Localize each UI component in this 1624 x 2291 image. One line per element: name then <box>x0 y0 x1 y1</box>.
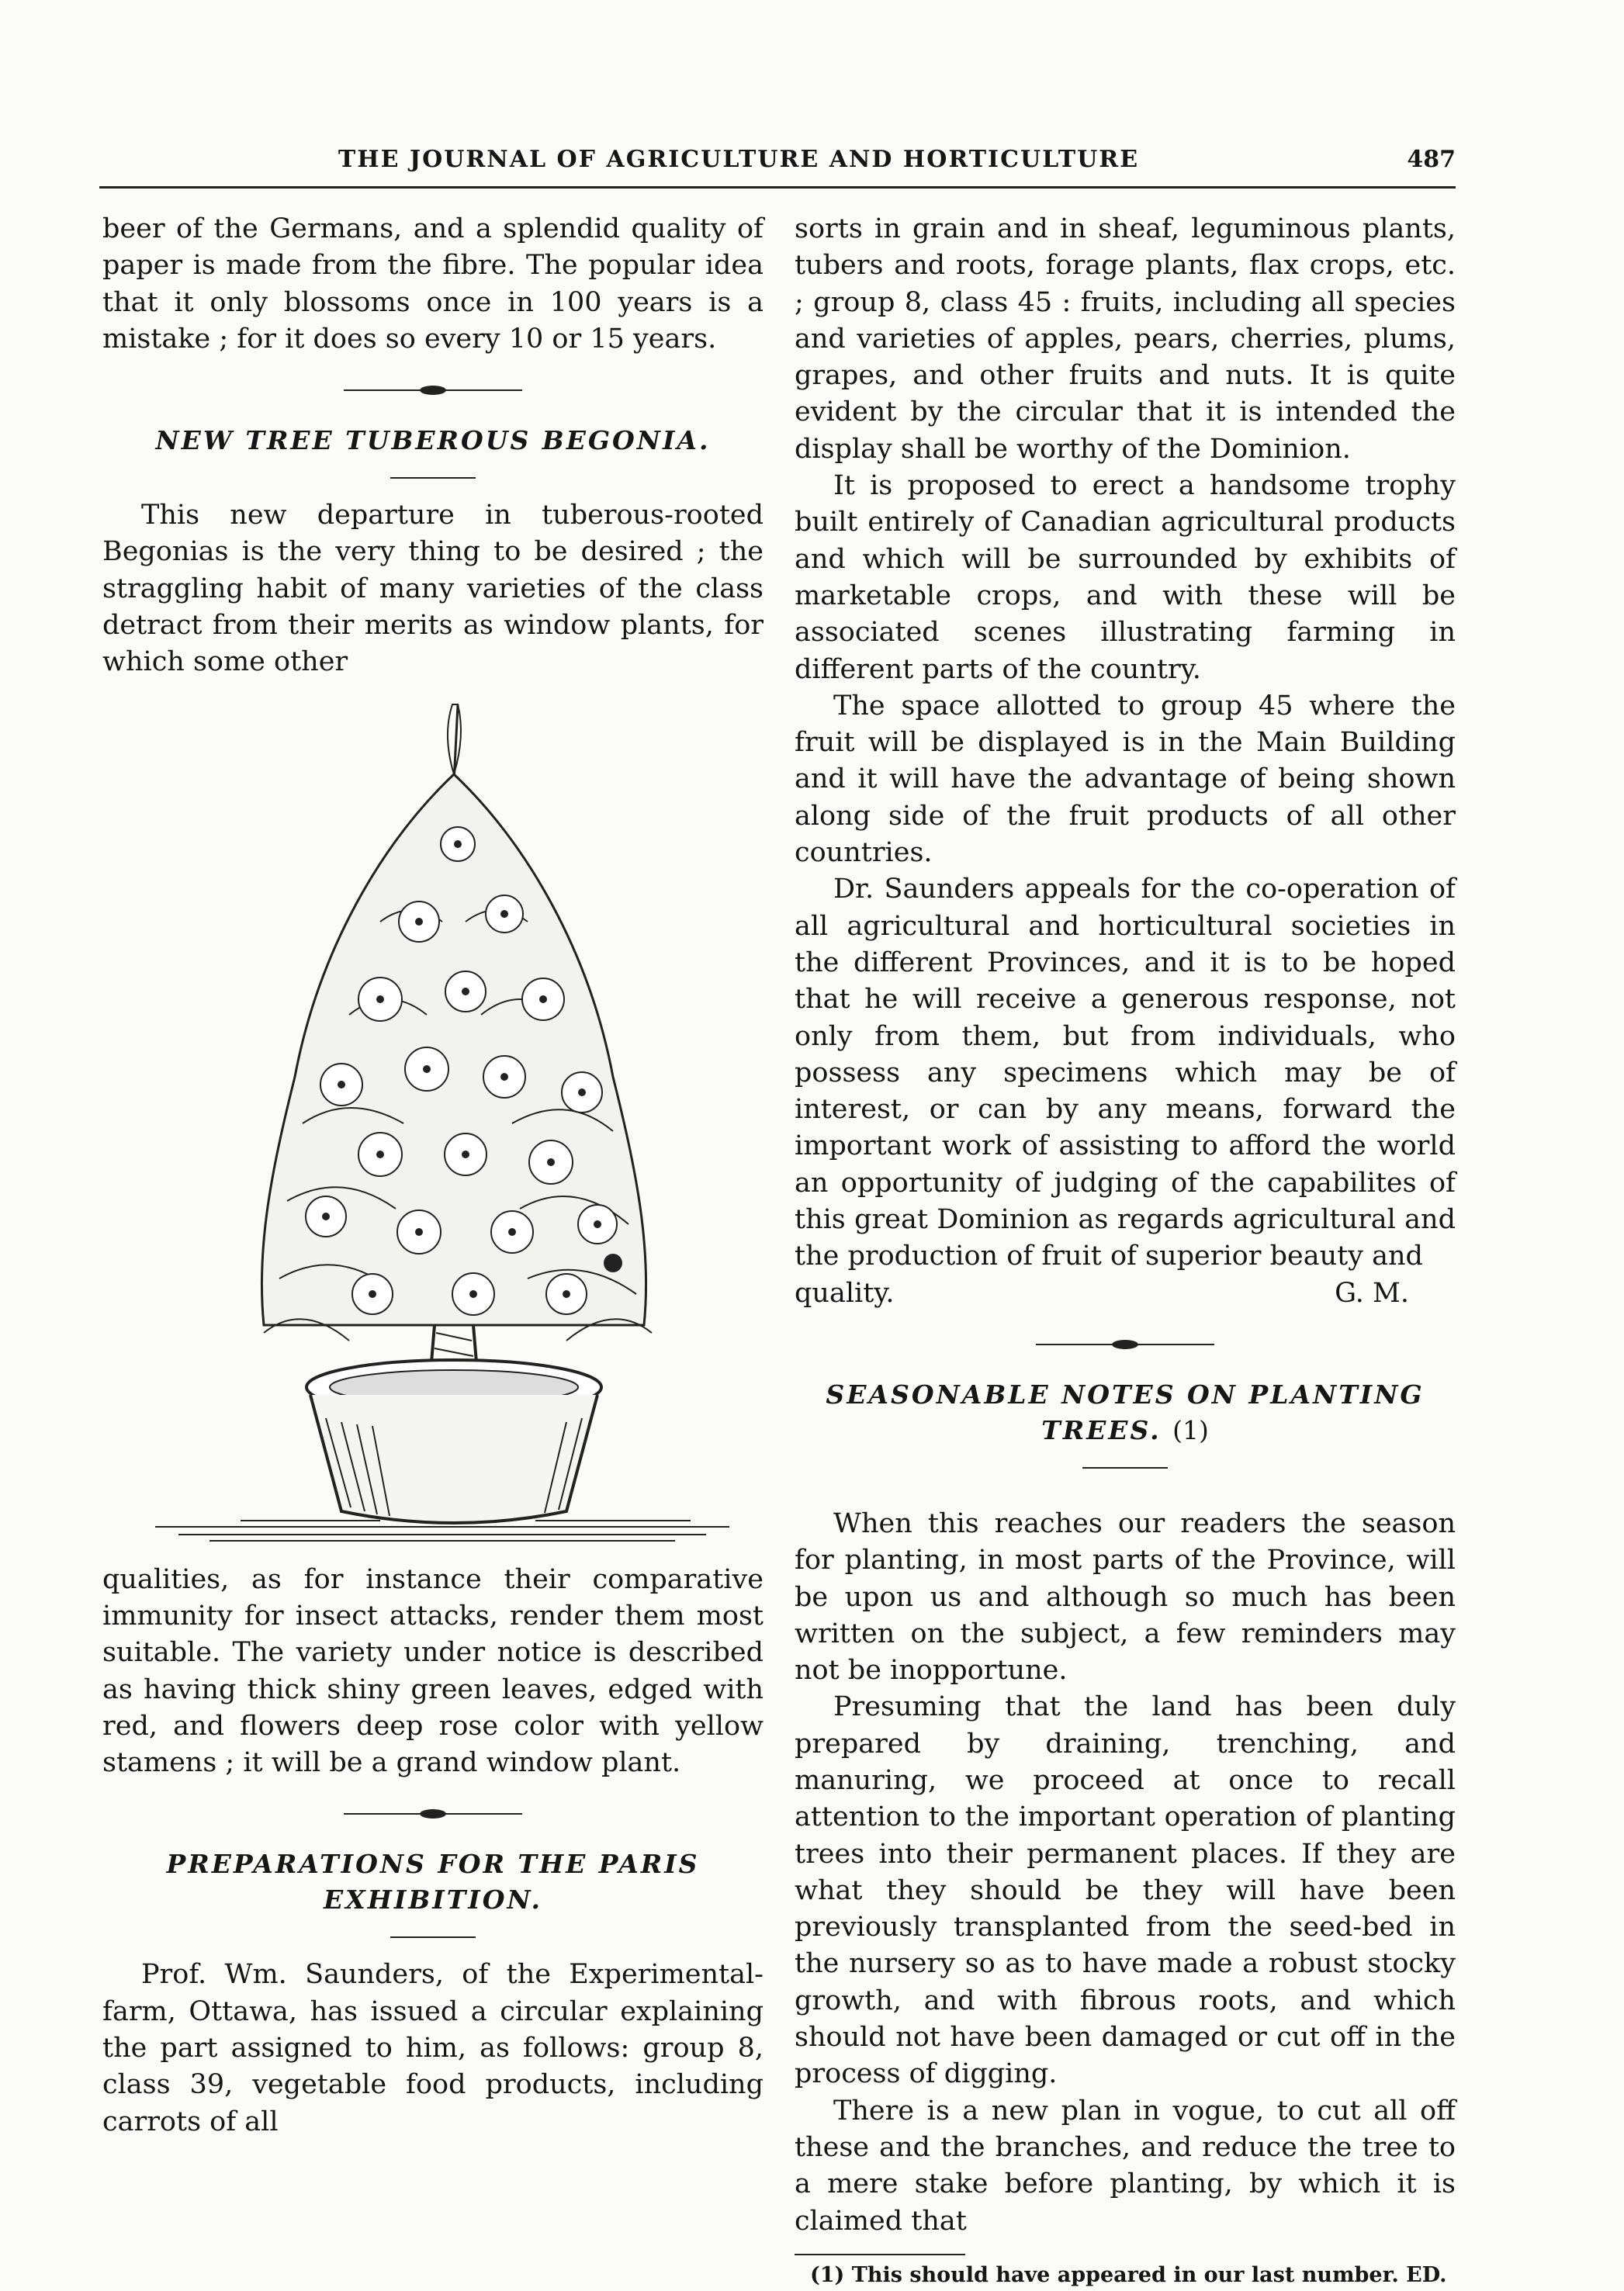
paris-paragraph: Prof. Wm. Saunders, of the Experimental-farm, Ottawa, has issued a circular explaining the part assigned to him, as follows: group 8, class 39, vegetable food products, including carrots of all <box>102 1959 764 2137</box>
running-title: THE JOURNAL OF AGRICULTURE AND HORTICULTURE <box>338 146 1140 173</box>
trophy-paragraph: It is proposed to erect a handsome trophy built entirely of Canadian agricultural products and which will be surrounded by exhibits of marketable crops, and with these will be associated scenes illustrating farming in different parts of the country. <box>795 470 1456 685</box>
begonia-text-part2: qualities, as for instance their comparative immunity for insect attacks, render them most suitable. The variety under notice is described as having thick shiny green leaves, edged with red, and flowers deep rose color with yellow stamens ; it will be a grand window plant. <box>102 1563 764 1779</box>
section-separator <box>795 1331 1456 1358</box>
footnote-marker: (1) <box>1172 1414 1209 1445</box>
paris-heading-line2: EXHIBITION. <box>324 1884 542 1916</box>
page-number: 487 <box>1407 146 1456 173</box>
paris-continued-paragraph: sorts in grain and in sheaf, leguminous plants, tubers and roots, forage plants, flax crops, etc. ; group 8, class 45 : fruits, including all species and varieties of apples, pears, cherries, plums, grapes, and other fruits and nuts. It is quite evident by the circular that it is intended the display shall be worthy of the Dominion. <box>795 213 1456 465</box>
right-column <box>795 211 1456 2291</box>
footnote: (1) This should have appeared in our last number. ED. <box>810 2262 1447 2287</box>
closing-word: quality. <box>795 1277 895 1309</box>
seasonable-heading-line1: SEASONABLE NOTES ON PLANTING <box>826 1379 1425 1410</box>
intro-paragraph: beer of the Germans, and a splendid quality of paper is made from the fibre. The popular idea that it only blossoms once in 100 years is a mistake ; for it does so every 10 or 15 years. <box>102 213 764 355</box>
section-separator <box>102 1800 764 1828</box>
header-rule <box>99 186 1456 189</box>
begonia-heading: NEW TREE TUBEROUS BEGONIA. <box>155 425 711 456</box>
seasonable-paragraph-1: When this reaches our readers the season for planting, in most parts of the Province, will be upon us and although so much has been written on the subject, a few reminders may not be inopportune. <box>795 1507 1456 1687</box>
seasonable-paragraph-3: There is a new plan in vogue, to cut all off these and the branches, and reduce the tree to a mere stake before planting, by which it is claimed that <box>795 2095 1456 2237</box>
section-separator <box>102 376 764 404</box>
seasonable-paragraph-2: Presuming that the land has been duly prepared by draining, trenching, and manuring, we proceed at once to recall attention to the important operation of planting trees into their permanent places. If they are what they should be they will have been previously transplanted from the seed-bed in the nursery so as to have made a robust stocky growth, and with fibrous roots, and which should not have been damaged or cut off in the process of digging. <box>795 1691 1456 2090</box>
begonia-illustration <box>147 689 737 1566</box>
space-paragraph: The space allotted to group 45 where the fruit will be displayed is in the Main Building and it will have the advantage of being shown along side of the fruit products of all other countries. <box>795 690 1456 869</box>
paris-heading-line1: PREPARATIONS FOR THE PARIS <box>166 1849 700 1880</box>
page-header <box>99 146 1456 185</box>
author-signature: G. M. <box>1335 1277 1409 1309</box>
seasonable-heading-text: TREES. <box>1041 1414 1162 1445</box>
appeal-paragraph: Dr. Saunders appeals for the co-operation of all agricultural and horticultural societies in the different Provinces, and it is to be hoped that he will receive a generous response, not only from them, but from individuals, who possess any specimens which may be of interest, or can by any means, forward the important work of assisting to afford the world an opportunity of judging of the capabilites of this great Dominion as regards agricultural and the production of fruit of superior beauty and <box>795 874 1456 1272</box>
begonia-text-part1: This new departure in tuberous-rooted Begonias is the very thing to be desired ; the straggling habit of many varieties of the class detract from their merits as window plants, for which some other <box>102 500 764 678</box>
signature-line <box>795 1275 1456 1312</box>
seasonable-heading-line2 <box>795 1413 1456 1448</box>
